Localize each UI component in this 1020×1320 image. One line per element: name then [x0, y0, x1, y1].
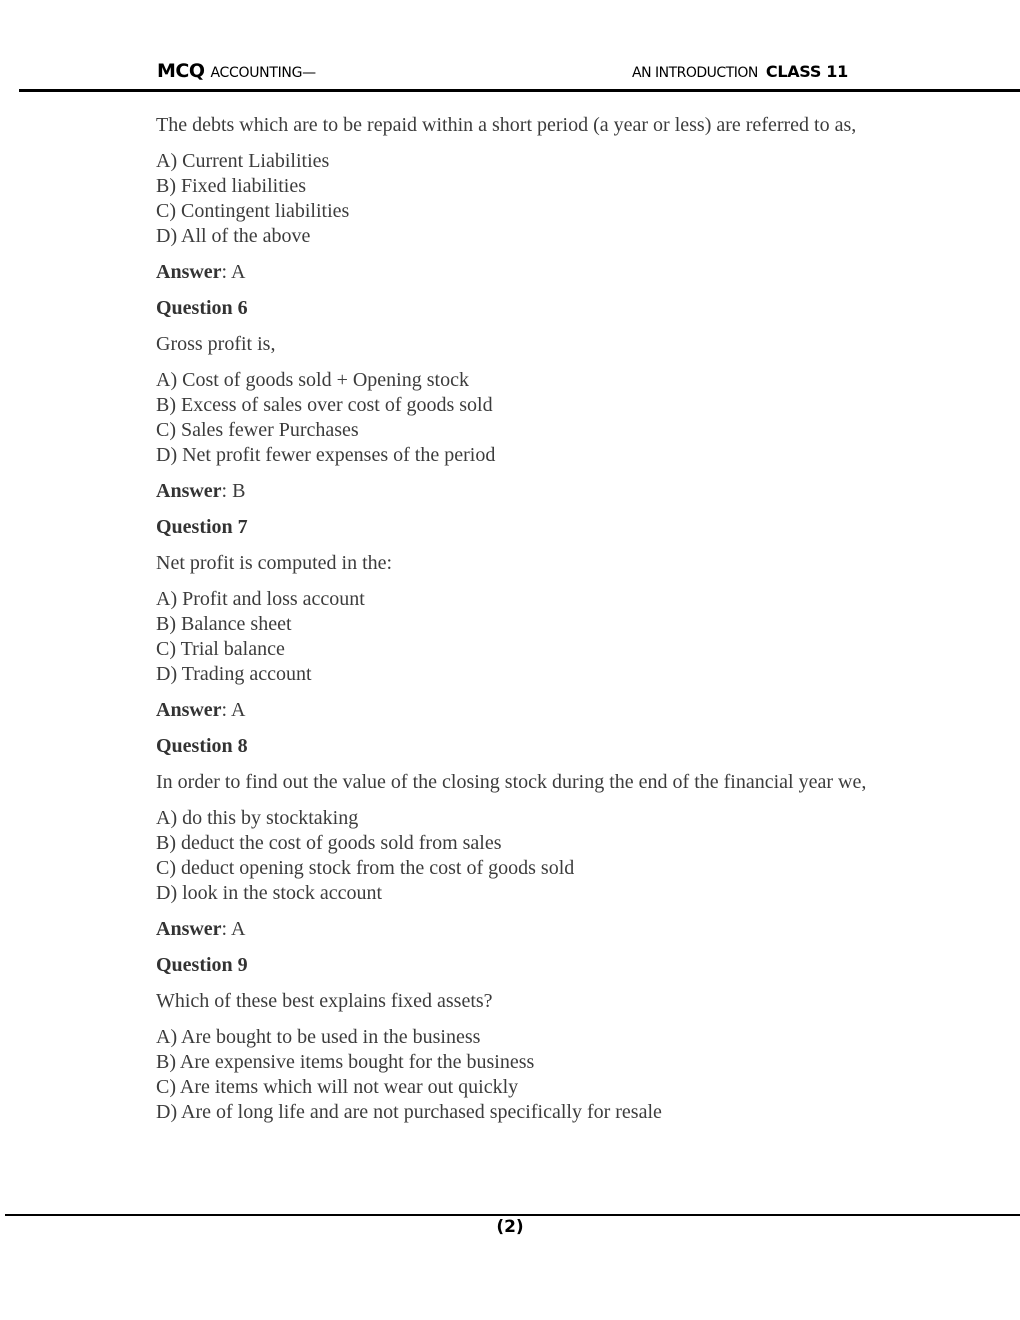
- answer: [156, 698, 886, 723]
- answer: [156, 260, 886, 285]
- page-number: (2): [496, 1217, 524, 1237]
- option-c: C) Sales fewer Purchases: [156, 419, 359, 441]
- option-d: D) look in the stock account: [156, 882, 383, 904]
- option-b: B) Excess of sales over cost of goods sold: [156, 394, 493, 416]
- options-list: [156, 368, 886, 468]
- document-body: [156, 113, 886, 1136]
- question-text: Net profit is computed in the:: [156, 552, 393, 574]
- option-b: B) Balance sheet: [156, 613, 292, 635]
- answer: [156, 917, 886, 942]
- question-title: Question 8: [156, 735, 248, 757]
- option-c: C) Contingent liabilities: [156, 200, 350, 222]
- header-chapter: AN INTRODUCTION: [632, 65, 758, 81]
- option-b: B) Are expensive items bought for the business: [156, 1051, 535, 1073]
- answer-value: : B: [221, 480, 246, 502]
- options-list: [156, 587, 886, 687]
- answer-label: Answer: [156, 699, 222, 721]
- option-c: C) Trial balance: [156, 638, 285, 660]
- answer-value: : A: [221, 699, 246, 721]
- answer-value: : A: [221, 918, 246, 940]
- options-list: [156, 149, 886, 249]
- option-a: A) do this by stocktaking: [156, 807, 359, 829]
- question-title: Question 7: [156, 516, 248, 538]
- option-a: A) Profit and loss account: [156, 588, 365, 610]
- question-text: The debts which are to be repaid within a short period (a year or less) are referred to as,: [156, 114, 857, 136]
- page-header: [0, 58, 1020, 90]
- option-d: D) All of the above: [156, 225, 311, 247]
- option-a: A) Current Liabilities: [156, 150, 330, 172]
- header-class: CLASS 11: [765, 62, 848, 81]
- answer-label: Answer: [156, 480, 222, 502]
- option-b: B) deduct the cost of goods sold from sales: [156, 832, 502, 854]
- option-d: D) Trading account: [156, 663, 312, 685]
- header-divider: [19, 89, 1020, 92]
- answer-label: Answer: [156, 261, 222, 283]
- option-a: A) Are bought to be used in the business: [156, 1026, 481, 1048]
- options-list: [156, 1025, 886, 1125]
- option-d: D) Net profit fewer expenses of the period: [156, 444, 496, 466]
- option-b: B) Fixed liabilities: [156, 175, 306, 197]
- question-text: In order to find out the value of the closing stock during the end of the financial year we,: [156, 771, 867, 793]
- question-text: Which of these best explains fixed assets?: [156, 990, 493, 1012]
- header-right: [632, 62, 848, 81]
- question-title: Question 9: [156, 954, 248, 976]
- answer-value: : A: [221, 261, 246, 283]
- header-mcq: MCQ: [157, 60, 205, 82]
- options-list: [156, 806, 886, 906]
- header-left: [157, 60, 316, 82]
- option-c: C) Are items which will not wear out quickly: [156, 1076, 519, 1098]
- answer: [156, 479, 886, 504]
- answer-label: Answer: [156, 918, 222, 940]
- option-a: A) Cost of goods sold + Opening stock: [156, 369, 469, 391]
- footer-divider: [5, 1214, 1020, 1216]
- question-title: Question 6: [156, 297, 248, 319]
- option-c: C) deduct opening stock from the cost of goods sold: [156, 857, 575, 879]
- header-subject: ACCOUNTING—: [210, 65, 316, 81]
- question-text: Gross profit is,: [156, 333, 276, 355]
- option-d: D) Are of long life and are not purchased specifically for resale: [156, 1101, 662, 1123]
